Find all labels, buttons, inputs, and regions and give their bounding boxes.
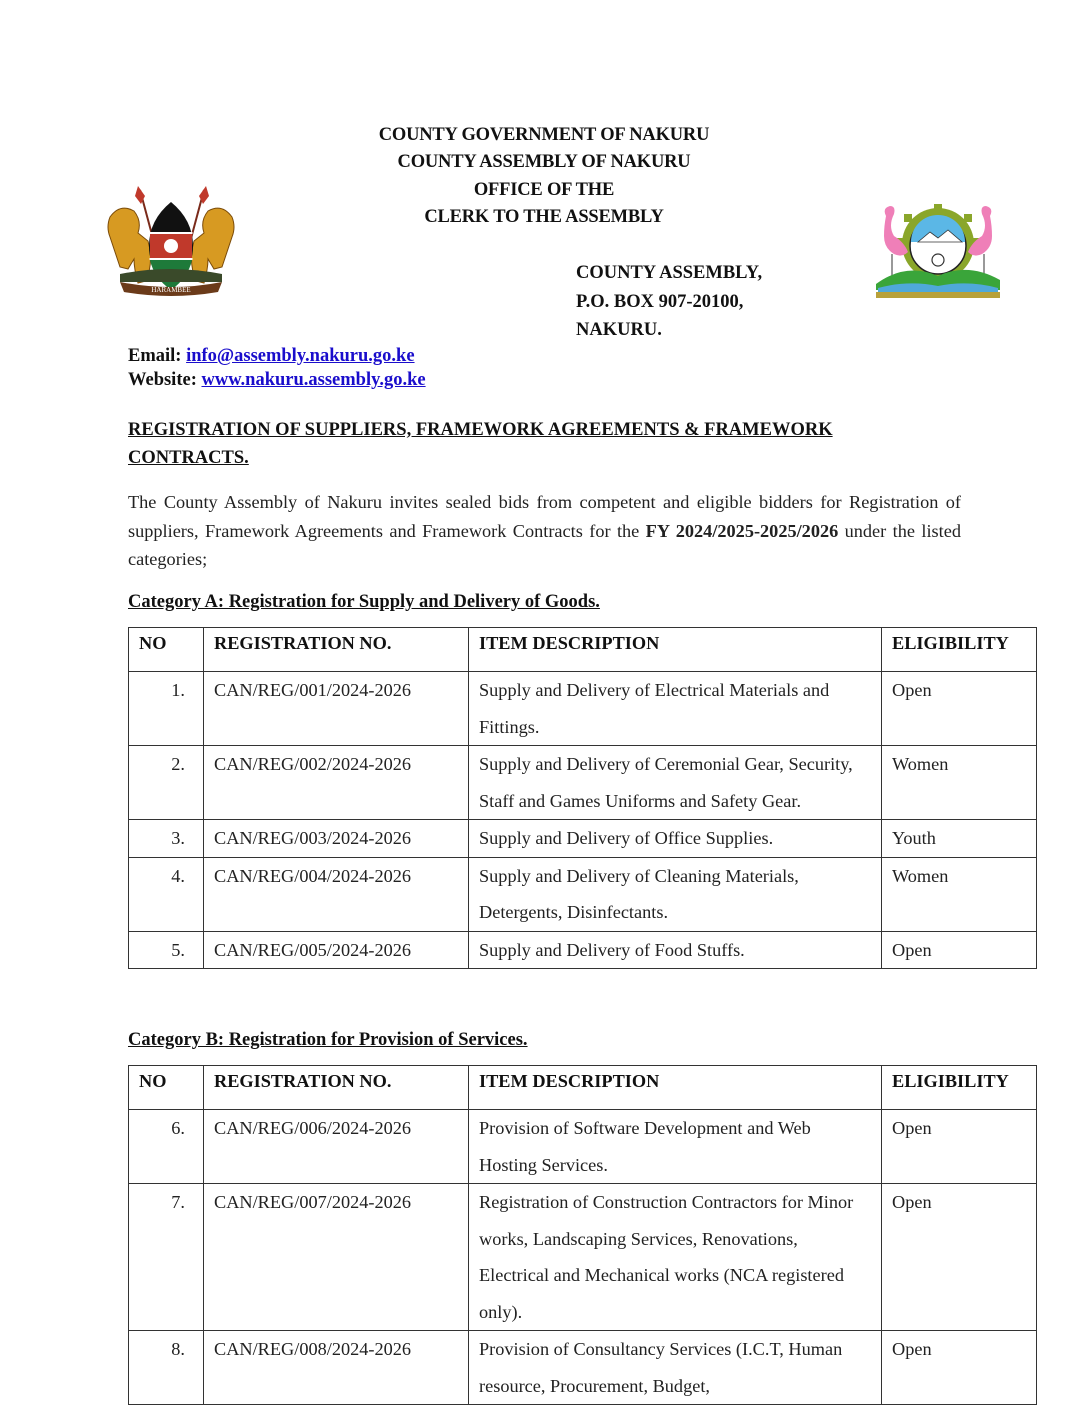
row-no: 3. (129, 820, 204, 858)
table-row (129, 672, 1037, 746)
website-link[interactable]: www.nakuru.assembly.go.ke (201, 370, 426, 390)
row-description: Provision of Consultancy Services (I.C.T, Human resource, Procurement, Budget, (469, 1331, 882, 1405)
row-description: Provision of Software Development and Web Hosting Services. (469, 1110, 882, 1184)
row-description: Supply and Delivery of Cleaning Materials, Detergents, Disinfectants. (469, 857, 882, 931)
address-line-1: COUNTY ASSEMBLY, (576, 263, 763, 283)
address-line-3: NAKURU. (576, 320, 662, 340)
header-eligibility: ELIGIBILITY (882, 1066, 1037, 1110)
row-no: 2. (129, 746, 204, 820)
row-registration-no: CAN/REG/006/2024-2026 (204, 1110, 469, 1184)
header-line-1: COUNTY GOVERNMENT OF NAKURU (378, 125, 710, 145)
category-b-heading: Category B: Registration for Provision of Services. (128, 1030, 528, 1050)
row-no: 8. (129, 1331, 204, 1405)
row-no: 6. (129, 1110, 204, 1184)
header-line-2: COUNTY ASSEMBLY OF NAKURU (397, 152, 691, 172)
nakuru-county-emblem-logo (868, 198, 1008, 302)
row-eligibility: Open (882, 931, 1037, 969)
row-description: Supply and Delivery of Electrical Materials and Fittings. (469, 672, 882, 746)
table-header-row (129, 1066, 1037, 1110)
row-no: 7. (129, 1184, 204, 1331)
header-no: NO (129, 628, 204, 672)
table-header-row (129, 628, 1037, 672)
row-description: Supply and Delivery of Office Supplies. (469, 820, 882, 858)
table-row (129, 931, 1037, 969)
row-eligibility: Open (882, 1110, 1037, 1184)
row-no: 4. (129, 857, 204, 931)
table-row (129, 1331, 1037, 1405)
table-row (129, 746, 1037, 820)
header-eligibility: ELIGIBILITY (882, 628, 1037, 672)
category-b-table (128, 1065, 1037, 1405)
intro-text-post: under the listed categories; (128, 520, 961, 569)
row-eligibility: Youth (882, 820, 1037, 858)
table-row (129, 1184, 1037, 1331)
row-registration-no: CAN/REG/007/2024-2026 (204, 1184, 469, 1331)
intro-paragraph (128, 488, 961, 574)
header-no: NO (129, 1066, 204, 1110)
header-registration-no: REGISTRATION NO. (204, 628, 469, 672)
header-line-3: OFFICE OF THE (473, 180, 615, 200)
row-registration-no: CAN/REG/001/2024-2026 (204, 672, 469, 746)
row-eligibility: Open (882, 1184, 1037, 1331)
row-no: 5. (129, 931, 204, 969)
row-no: 1. (129, 672, 204, 746)
email-line (128, 346, 415, 367)
row-eligibility: Women (882, 857, 1037, 931)
header-registration-no: REGISTRATION NO. (204, 1066, 469, 1110)
header-item-description: ITEM DESCRIPTION (469, 628, 882, 672)
row-registration-no: CAN/REG/005/2024-2026 (204, 931, 469, 969)
header-line-4: CLERK TO THE ASSEMBLY (424, 207, 664, 227)
row-eligibility: Women (882, 746, 1037, 820)
row-registration-no: CAN/REG/002/2024-2026 (204, 746, 469, 820)
notice-title: REGISTRATION OF SUPPLIERS, FRAMEWORK AGREEMENTS & FRAMEWORK CONTRACTS. (128, 420, 833, 468)
category-a-table (128, 627, 1037, 969)
intro-fiscal-year: FY 2024/2025-2025/2026 (645, 520, 839, 541)
row-eligibility: Open (882, 1331, 1037, 1405)
category-a-heading: Category A: Registration for Supply and Delivery of Goods. (128, 592, 600, 612)
address-line-2: P.O. BOX 907-20100, (576, 292, 744, 312)
row-registration-no: CAN/REG/003/2024-2026 (204, 820, 469, 858)
website-line (128, 370, 426, 391)
row-description: Registration of Construction Contractors for Minor works, Landscaping Services, Renovations, Electrical and Mechanical works (NCA registered only). (469, 1184, 882, 1331)
row-description: Supply and Delivery of Food Stuffs. (469, 931, 882, 969)
table-row (129, 857, 1037, 931)
website-label: Website: (128, 370, 197, 390)
email-link[interactable]: info@assembly.nakuru.go.ke (186, 346, 415, 366)
email-label: Email: (128, 346, 182, 366)
intro-text-pre: The County Assembly of Nakuru invites sealed bids from competent and eligible bidders for Registration of suppliers, Framework Agreements and Framework Contracts for the (128, 492, 961, 541)
table-row (129, 820, 1037, 858)
row-registration-no: CAN/REG/004/2024-2026 (204, 857, 469, 931)
table-row (129, 1110, 1037, 1184)
harambee-motto: HARAMBEE (151, 286, 191, 294)
row-registration-no: CAN/REG/008/2024-2026 (204, 1331, 469, 1405)
row-eligibility: Open (882, 672, 1037, 746)
row-description: Supply and Delivery of Ceremonial Gear, Security, Staff and Games Uniforms and Safety Gear. (469, 746, 882, 820)
header-item-description: ITEM DESCRIPTION (469, 1066, 882, 1110)
